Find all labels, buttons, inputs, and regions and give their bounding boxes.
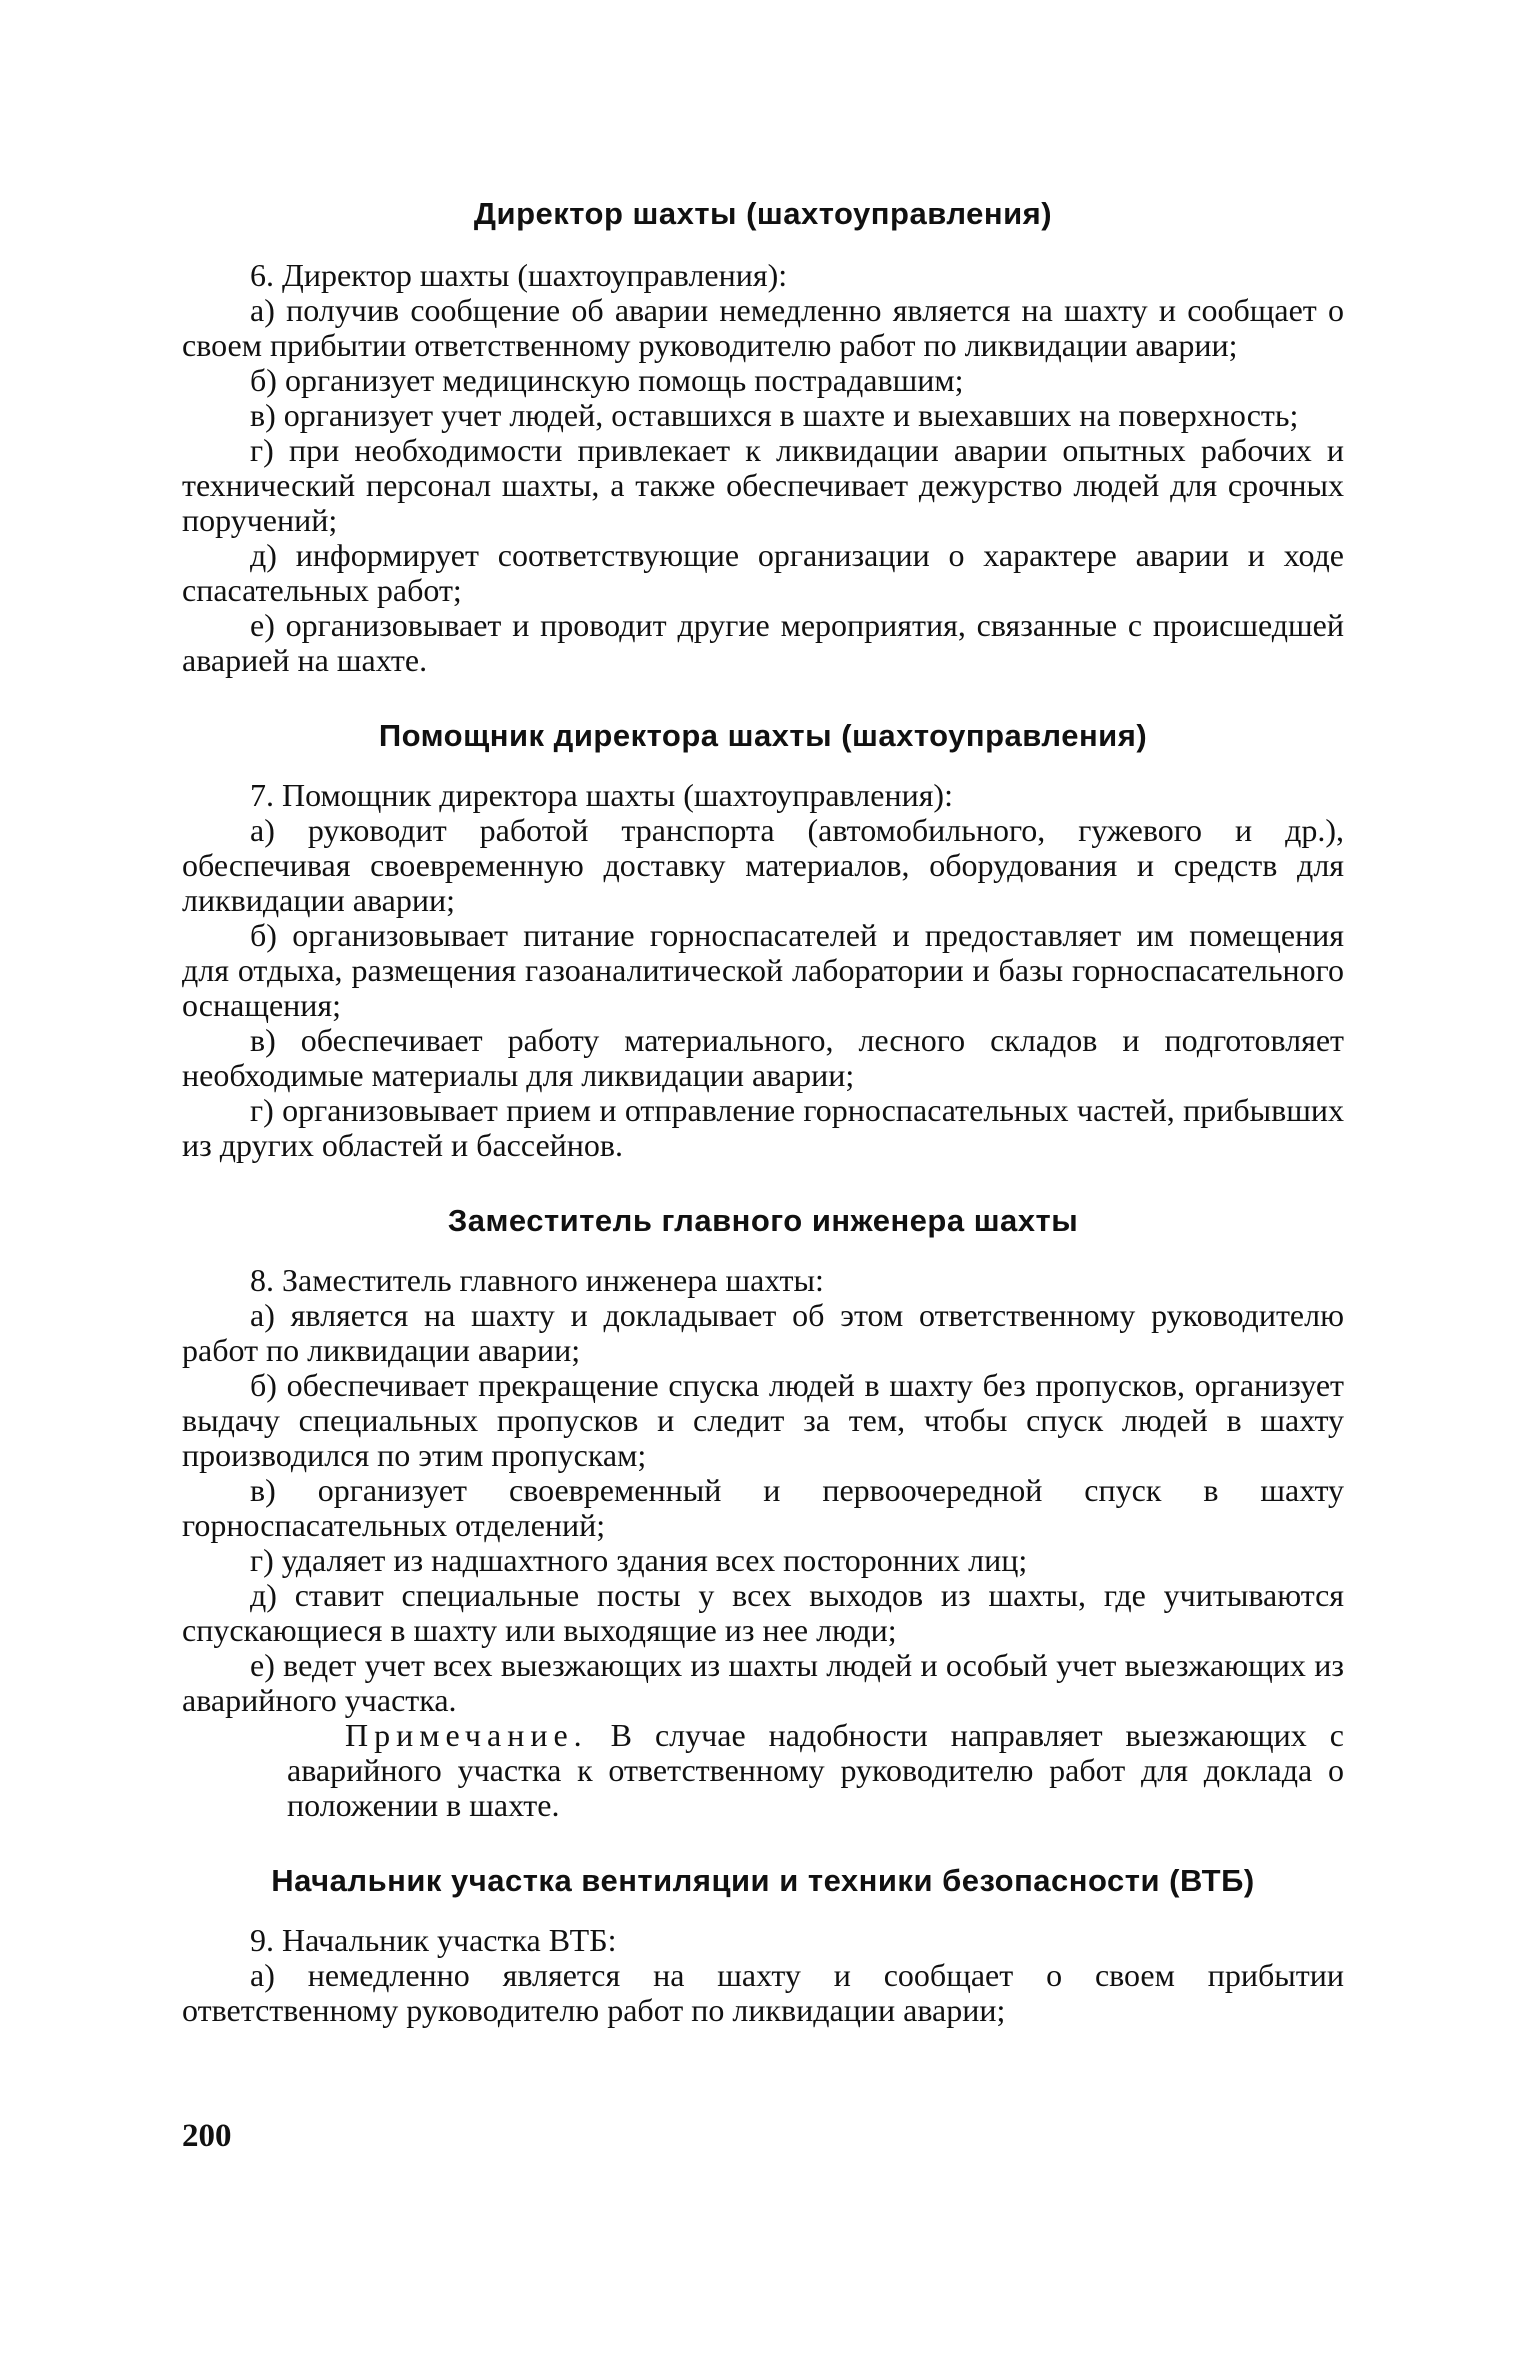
paragraph-8-lead: 8. Заместитель главного инженера шахты: (250, 1262, 824, 1298)
paragraph-7b: б) организовывает питание горноспасателей и предоставляет им помещения для отдыха, размещения газоаналитической лаборатории и базы горноспасательного оснащения; (182, 917, 1344, 1023)
paragraph-7-lead: 7. Помощник директора шахты (шахтоуправления): (250, 777, 953, 813)
paragraph-8f: е) ведет учет всех выезжающих из шахты людей и особый учет выезжающих из аварийного участка. (182, 1647, 1344, 1718)
paragraph-9-lead: 9. Начальник участка ВТБ: (250, 1922, 617, 1958)
page-content (182, 196, 1344, 2028)
paragraph-7d: г) организовывает прием и отправление горноспасательных частей, прибывших из других областей и бассейнов. (182, 1092, 1344, 1163)
paragraph-8b: б) обеспечивает прекращение спуска людей в шахту без пропусков, организует выдачу специальных пропусков и следит за тем, чтобы спуск людей в шахту производился по этим пропускам; (182, 1367, 1344, 1473)
section-heading-vtb-chief: Начальник участка вентиляции и техники безопасности (ВТБ) (271, 1863, 1255, 1898)
paragraph-7c: в) обеспечивает работу материального, лесного складов и подготовляет необходимые материалы для ликвидации аварии; (182, 1022, 1344, 1093)
note-label: Примечание. (345, 1717, 588, 1753)
note-text: В случае надобности направляет выезжающих с аварийного участка к ответственному руководителю работ для доклада о положении в шахте. (287, 1717, 1345, 1823)
note-paragraph (287, 1718, 1344, 1823)
paragraph-6c: в) организует учет людей, оставшихся в шахте и выехавших на поверхность; (250, 397, 1299, 433)
paragraph-6d: г) при необходимости привлекает к ликвидации аварии опытных рабочих и технический персонал шахты, а также обеспечивает дежурство людей для срочных поручений; (182, 432, 1344, 538)
paragraph-6b: б) организует медицинскую помощь пострадавшим; (250, 362, 964, 398)
paragraph-8c: в) организует своевременный и первоочередной спуск в шахту горноспасательных отделений; (182, 1472, 1344, 1543)
section-heading-assistant-director: Помощник директора шахты (шахтоуправления) (378, 718, 1148, 753)
paragraph-7a: а) руководит работой транспорта (автомобильного, гужевого и др.), обеспечивая своевременную доставку материалов, оборудования и средств для ликвидации аварии; (182, 812, 1344, 918)
paragraph-6-lead: 6. Директор шахты (шахтоуправления): (250, 257, 788, 293)
paragraph-8e: д) ставит специальные посты у всех выходов из шахты, где учитываются спускающиеся в шахту или выходящие из нее люди; (182, 1577, 1344, 1648)
section-heading-deputy-chief-engineer: Заместитель главного инженера шахты (447, 1203, 1079, 1238)
paragraph-8a: а) является на шахту и докладывает об этом ответственному руководителю работ по ликвидации аварии; (182, 1297, 1344, 1368)
paragraph-6f: е) организовывает и проводит другие мероприятия, связанные с происшедшей аварией на шахте. (182, 607, 1344, 678)
paragraph-6a: а) получив сообщение об аварии немедленно является на шахту и сообщает о своем прибытии ответственному руководителю работ по ликвидации аварии; (182, 292, 1344, 363)
paragraph-9a: а) немедленно является на шахту и сообщает о своем прибытии ответственному руководителю работ по ликвидации аварии; (182, 1957, 1344, 2028)
page-number: 200 (182, 2118, 232, 2154)
paragraph-8d: г) удаляет из надшахтного здания всех посторонних лиц; (250, 1542, 1028, 1578)
paragraph-6e: д) информирует соответствующие организации о характере аварии и ходе спасательных работ; (182, 537, 1344, 608)
section-heading-director: Директор шахты (шахтоуправления) (473, 196, 1053, 231)
